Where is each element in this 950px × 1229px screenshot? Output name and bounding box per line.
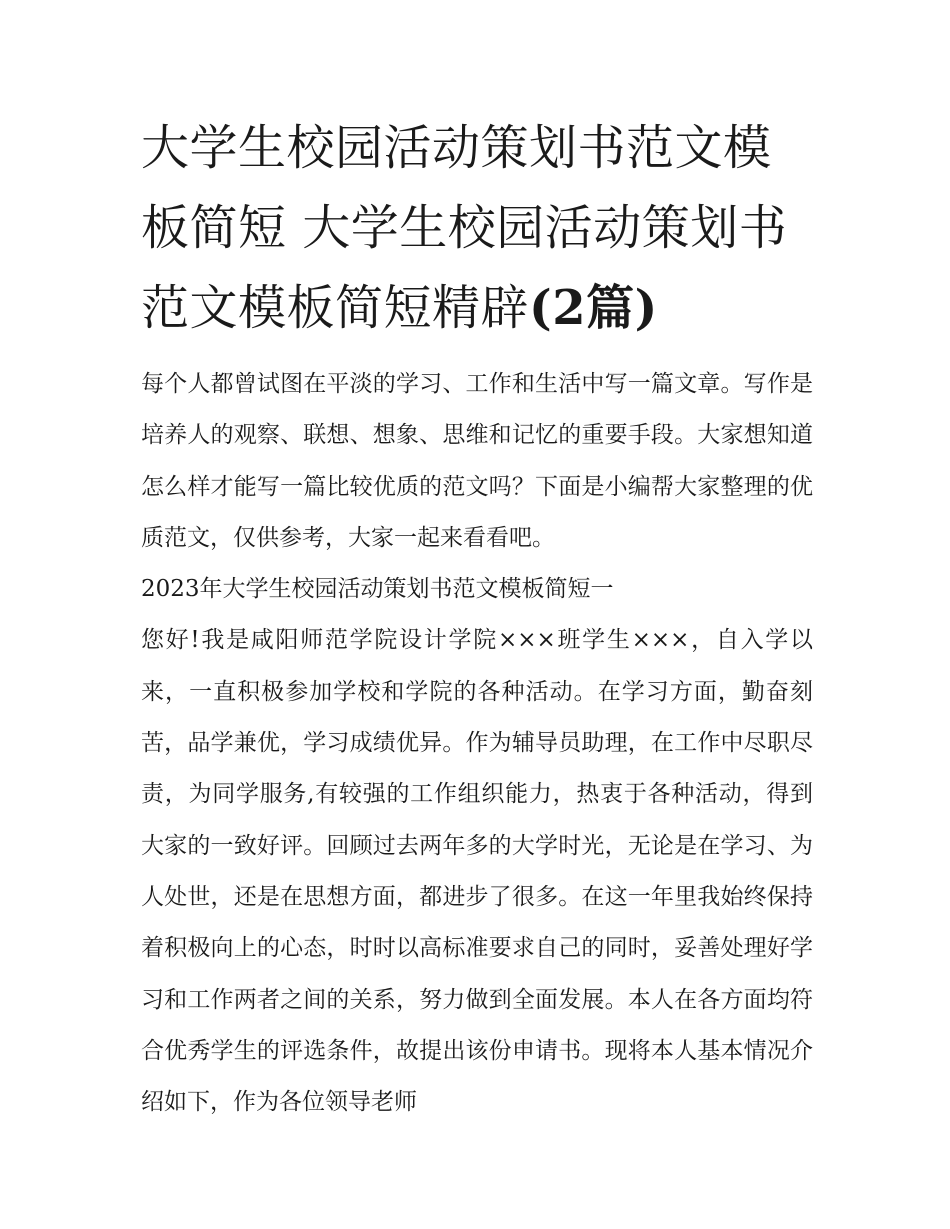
title-suffix: (2篇) [529,280,658,336]
section-heading: 2023年大学生校园活动策划书范文模板简短一 [141,576,614,603]
body-paragraph: 您好!我是咸阳师范学院设计学院×××班学生×××，自入学以来，一直积极参加学校和学院的各种活动。在学习方面，勤奋刻苦，品学兼优，学习成绩优异。作为辅导员助理，在工作中尽职尽责，为同学服务,有较强的工作组织能力，热衷于各种活动，得到大家的一致好评。回顾过去两年多的大学时光，无论是在学习、为人处世，还是在思想方面，都进步了很多。在这一年里我始终保持着积极向上的心态，时时以高标准要求自己的同时，妥善处理好学习和工作两者之间的关系，努力做到全面发展。本人在各方面均符合优秀学生的评选条件，故提出该份申请书。现将本人基本情况介绍如下，作为各位领导老师 [141,627,813,1116]
document-page [141,108,813,1128]
title-main: 大学生校园活动策划书范文模板简短 大学生校园活动策划书范文模板简短精辟 [141,120,788,336]
intro-paragraph: 每个人都曾试图在平淡的学习、工作和生活中写一篇文章。写作是培养人的观察、联想、想象、思维和记忆的重要手段。大家想知道怎么样才能写一篇比较优质的范文吗？下面是小编帮大家整理的优质范文，仅供参考，大家一起来看看吧。 [141,371,813,551]
document-title [141,108,813,348]
